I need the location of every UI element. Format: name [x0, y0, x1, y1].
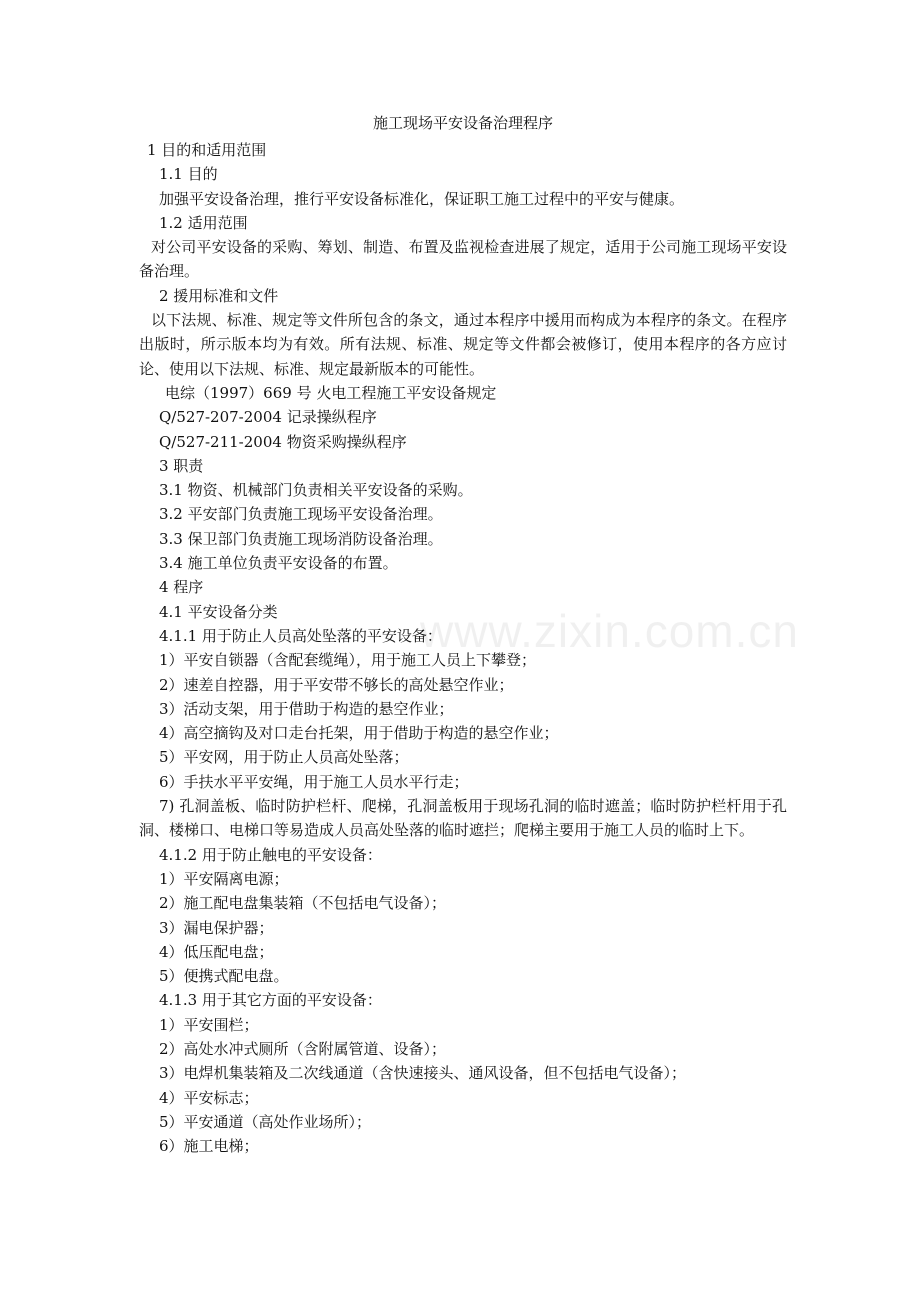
document-title: 施工现场平安设备治理程序 — [372, 114, 553, 132]
duties-line: 3.3 保卫部门负责施工现场消防设备治理。 — [159, 529, 443, 548]
list-item: 4）平安标志； — [159, 1088, 259, 1107]
list-item: 2）施工配电盘集装箱（不包括电气设备）； — [159, 894, 447, 913]
list-item: 4）高空摘钩及对口走台托架，用于借助于构造的悬空作业； — [159, 724, 559, 743]
section-1-1-heading: 1.1 目的 — [159, 165, 218, 184]
section-4-1-heading: 4.1 平安设备分类 — [159, 602, 278, 621]
list-item: 3）活动支架，用于借助于构造的悬空作业； — [159, 699, 454, 718]
duties-line: 3.1 物资、机械部门负责相关平安设备的采购。 — [159, 481, 473, 500]
list-item: 6）施工电梯； — [159, 1137, 259, 1156]
reference-item: Q/527-211-2004 物资采购操纵程序 — [159, 432, 407, 451]
reference-item: 电综（1997）669 号 火电工程施工平安设备规定 — [165, 383, 497, 402]
section-1-2-heading: 1.2 适用范围 — [159, 213, 248, 232]
list-item: 3）漏电保护器； — [159, 918, 274, 937]
section-1-heading: 1 目的和适用范围 — [147, 141, 267, 159]
list-item: 2）速差自控器，用于平安带不够长的高处悬空作业； — [159, 675, 514, 694]
list-item: 4）低压配电盘； — [159, 942, 274, 961]
list-item: 1）平安围栏； — [159, 1015, 259, 1034]
section-4-1-3-heading: 4.1.3 用于其它方面的平安设备： — [159, 991, 382, 1010]
section-4-heading: 4 程序 — [159, 578, 204, 597]
duties-line: 3 职责 — [159, 456, 204, 475]
list-item: 5）平安通道（高处作业场所）； — [159, 1112, 372, 1131]
reference-item: Q/527-207-2004 记录操纵程序 — [159, 408, 377, 427]
references-paragraph: 以下法规、标准、规定等文件所包含的条文，通过本程序中援用而构成为本程序的条文。在程序出版时，所示版本均为有效。所有法规、标准、规定等文件都会被修订，使用本程序的各方应讨论、使用以下法规、标准、规定最新版本的可能性。 — [139, 311, 787, 378]
list-item: 5）便携式配电盘。 — [159, 967, 289, 986]
scope-paragraph: 对公司平安设备的采购、筹划、制造、布置及监视检查进展了规定，适用于公司施工现场平安设备治理。 — [139, 238, 787, 281]
duties-line: 3.4 施工单位负责平安设备的布置。 — [159, 554, 398, 573]
list-item: 3）电焊机集装箱及二次线通道（含快速接头、通风设备，但不包括电气设备）； — [159, 1064, 687, 1083]
purpose-text: 加强平安设备治理，推行平安设备标准化，保证职工施工过程中的平安与健康。 — [159, 189, 685, 208]
section-4-1-1-heading: 4.1.1 用于防止人员高处坠落的平安设备： — [159, 626, 442, 645]
list-item: 1）平安自锁器（含配套缆绳），用于施工人员上下攀登； — [159, 651, 537, 670]
item-7-paragraph: 7) 孔洞盖板、临时防护栏杆、爬梯，孔洞盖板用于现场孔洞的临时遮盖；临时防护栏杆用于孔洞、楼梯口、电梯口等易造成人员高处坠落的临时遮拦；爬梯主要用于施工人员的临时上下。 — [139, 797, 787, 840]
list-item: 5）平安网，用于防止人员高处坠落； — [159, 748, 409, 767]
list-item: 2）高处水冲式厕所（含附属管道、设备）； — [159, 1039, 447, 1058]
list-item: 6）手扶水平平安绳，用于施工人员水平行走； — [159, 772, 469, 791]
section-4-1-2-heading: 4.1.2 用于防止触电的平安设备： — [159, 845, 382, 864]
watermark: www.zixin.com.cn — [420, 605, 799, 657]
list-item: 1）平安隔离电源； — [159, 869, 289, 888]
duties-line: 3.2 平安部门负责施工现场平安设备治理。 — [159, 505, 443, 524]
document-body — [139, 108, 787, 1158]
section-2-heading: 2 援用标准和文件 — [159, 286, 279, 305]
